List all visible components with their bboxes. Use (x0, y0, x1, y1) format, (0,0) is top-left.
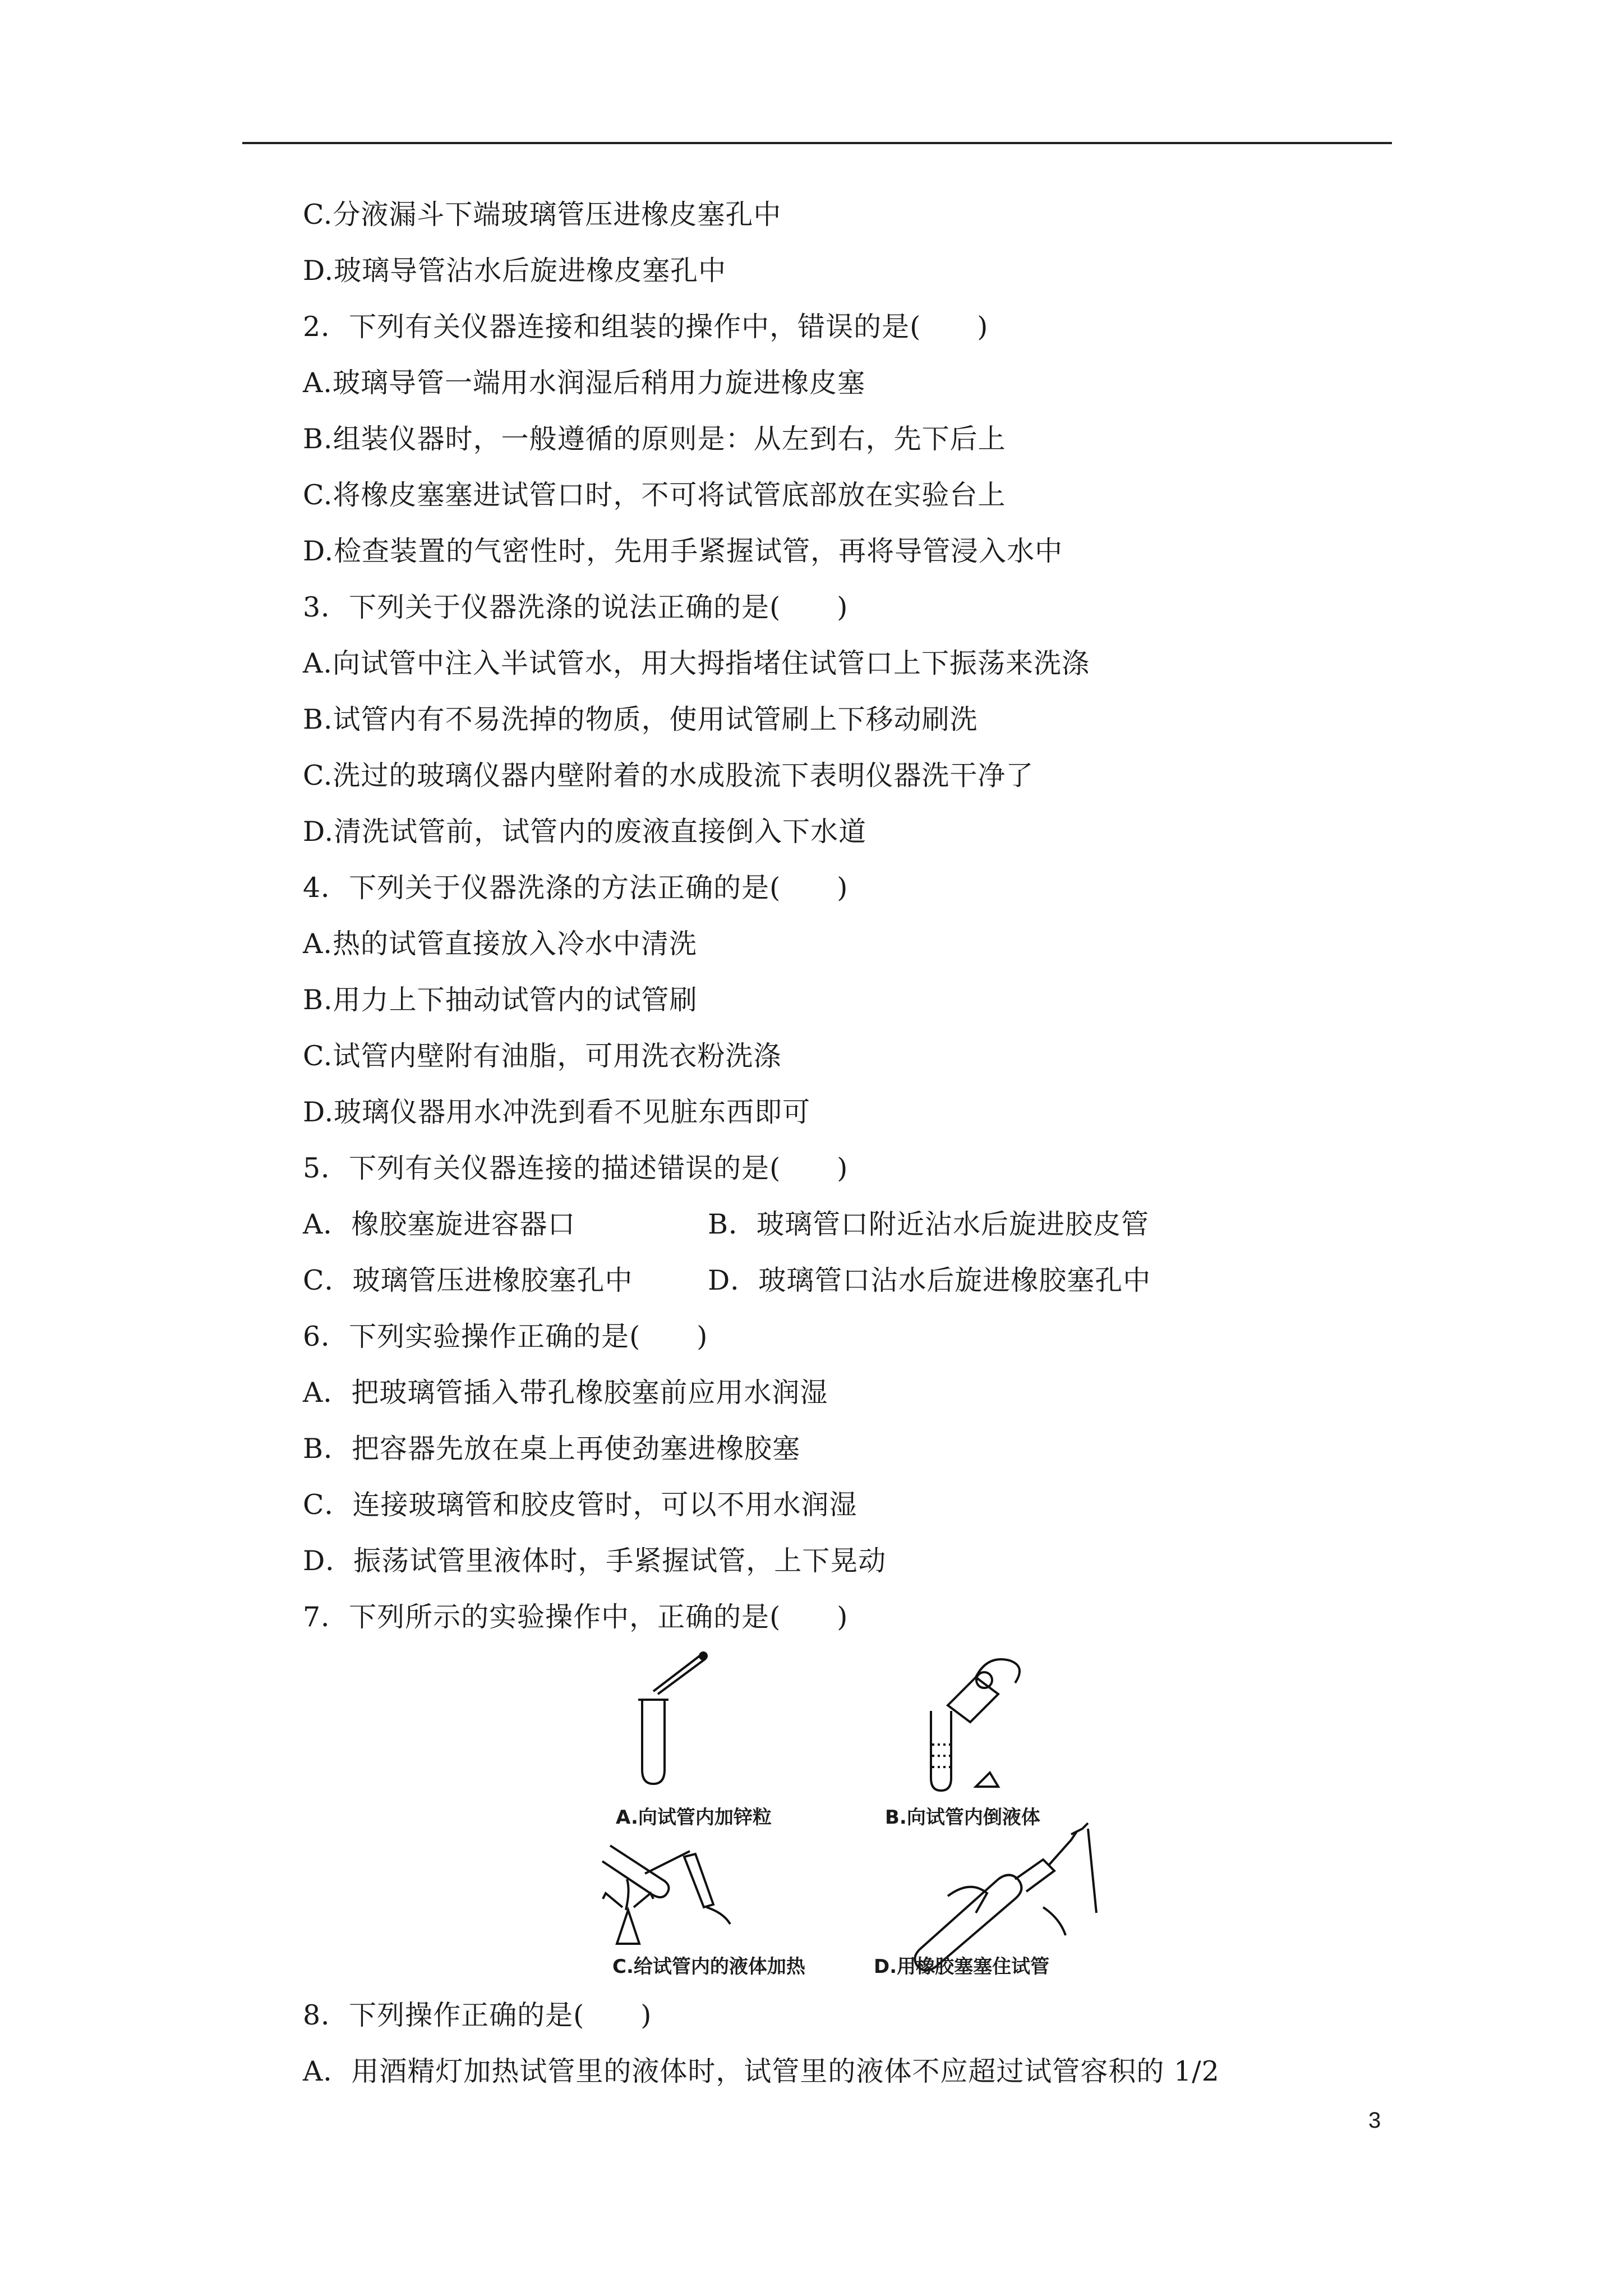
q5-option-a: A．橡胶塞旋进容器口 (303, 1208, 576, 1240)
question-2-stem: 2．下列有关仪器连接和组装的操作中，错误的是( ) (303, 311, 989, 343)
question-3-stem: 3．下列关于仪器洗涤的说法正确的是( ) (303, 591, 849, 623)
text-line: B.试管内有不易洗掉的物质，使用试管刷上下移动刷洗 (303, 703, 978, 735)
question-7-stem: 7．下列所示的实验操作中，正确的是( ) (303, 1601, 849, 1633)
caption-b: B.向试管内倒液体 (885, 1806, 1040, 1829)
caption-a: A.向试管内加锌粒 (616, 1806, 772, 1829)
text-line: C.试管内壁附有油脂，可用洗衣粉洗涤 (303, 1040, 782, 1072)
text-line: D.玻璃导管沾水后旋进橡皮塞孔中 (303, 255, 727, 287)
header-rule (242, 142, 1392, 144)
text-line: A.向试管中注入半试管水，用大拇指堵住试管口上下振荡来洗涤 (303, 647, 1090, 679)
text-line: D.检查装置的气密性时，先用手紧握试管，再将导管浸入水中 (303, 535, 1063, 567)
caption-d: D.用橡胶塞塞住试管 (874, 1955, 1050, 1978)
text-line: A．把玻璃管插入带孔橡胶塞前应用水润湿 (303, 1377, 828, 1409)
text-line: A．用酒精灯加热试管里的液体时，试管里的液体不应超过试管容积的 1/2 (303, 2055, 1220, 2087)
heating-liquid-illustration (602, 1846, 730, 1944)
q5-option-d: D．玻璃管口沾水后旋进橡胶塞孔中 (708, 1264, 1151, 1296)
text-line: A.热的试管直接放入冷水中清洗 (303, 928, 697, 960)
rubber-stopper-illustration (915, 1823, 1096, 1971)
text-line: D.玻璃仪器用水冲洗到看不见脏东西即可 (303, 1096, 811, 1128)
text-line: C．连接玻璃管和胶皮管时，可以不用水润湿 (303, 1489, 857, 1521)
q5-option-b: B．玻璃管口附近沾水后旋进胶皮管 (708, 1208, 1150, 1240)
question-4-stem: 4．下列关于仪器洗涤的方法正确的是( ) (303, 872, 849, 904)
text-line: D．振荡试管里液体时，手紧握试管，上下晃动 (303, 1545, 887, 1577)
page-number: 3 (1368, 2108, 1381, 2133)
test-tube-zinc-illustration (638, 1653, 707, 1784)
text-line: C.分液漏斗下端玻璃管压进橡皮塞孔中 (303, 199, 782, 231)
text-line: B.组装仪器时，一般遵循的原则是：从左到右，先下后上 (303, 423, 1006, 455)
question-8-stem: 8．下列操作正确的是( ) (303, 1999, 652, 2031)
experiment-figure (583, 1644, 1122, 1991)
text-line: D.清洗试管前，试管内的废液直接倒入下水道 (303, 816, 867, 848)
q5-option-c: C．玻璃管压进橡胶塞孔中 (303, 1264, 633, 1296)
text-line: C.将橡皮塞塞进试管口时，不可将试管底部放在实验台上 (303, 479, 1006, 511)
text-line: B．把容器先放在桌上再使劲塞进橡胶塞 (303, 1433, 801, 1465)
text-line: A.玻璃导管一端用水润湿后稍用力旋进橡皮塞 (303, 367, 865, 399)
question-6-stem: 6．下列实验操作正确的是( ) (303, 1320, 708, 1352)
caption-c: C.给试管内的液体加热 (612, 1955, 805, 1978)
text-line: B.用力上下抽动试管内的试管刷 (303, 984, 698, 1016)
pour-liquid-illustration (931, 1659, 1020, 1791)
question-5-stem: 5．下列有关仪器连接的描述错误的是( ) (303, 1152, 849, 1184)
text-line: C.洗过的玻璃仪器内壁附着的水成股流下表明仪器洗干净了 (303, 760, 1034, 792)
